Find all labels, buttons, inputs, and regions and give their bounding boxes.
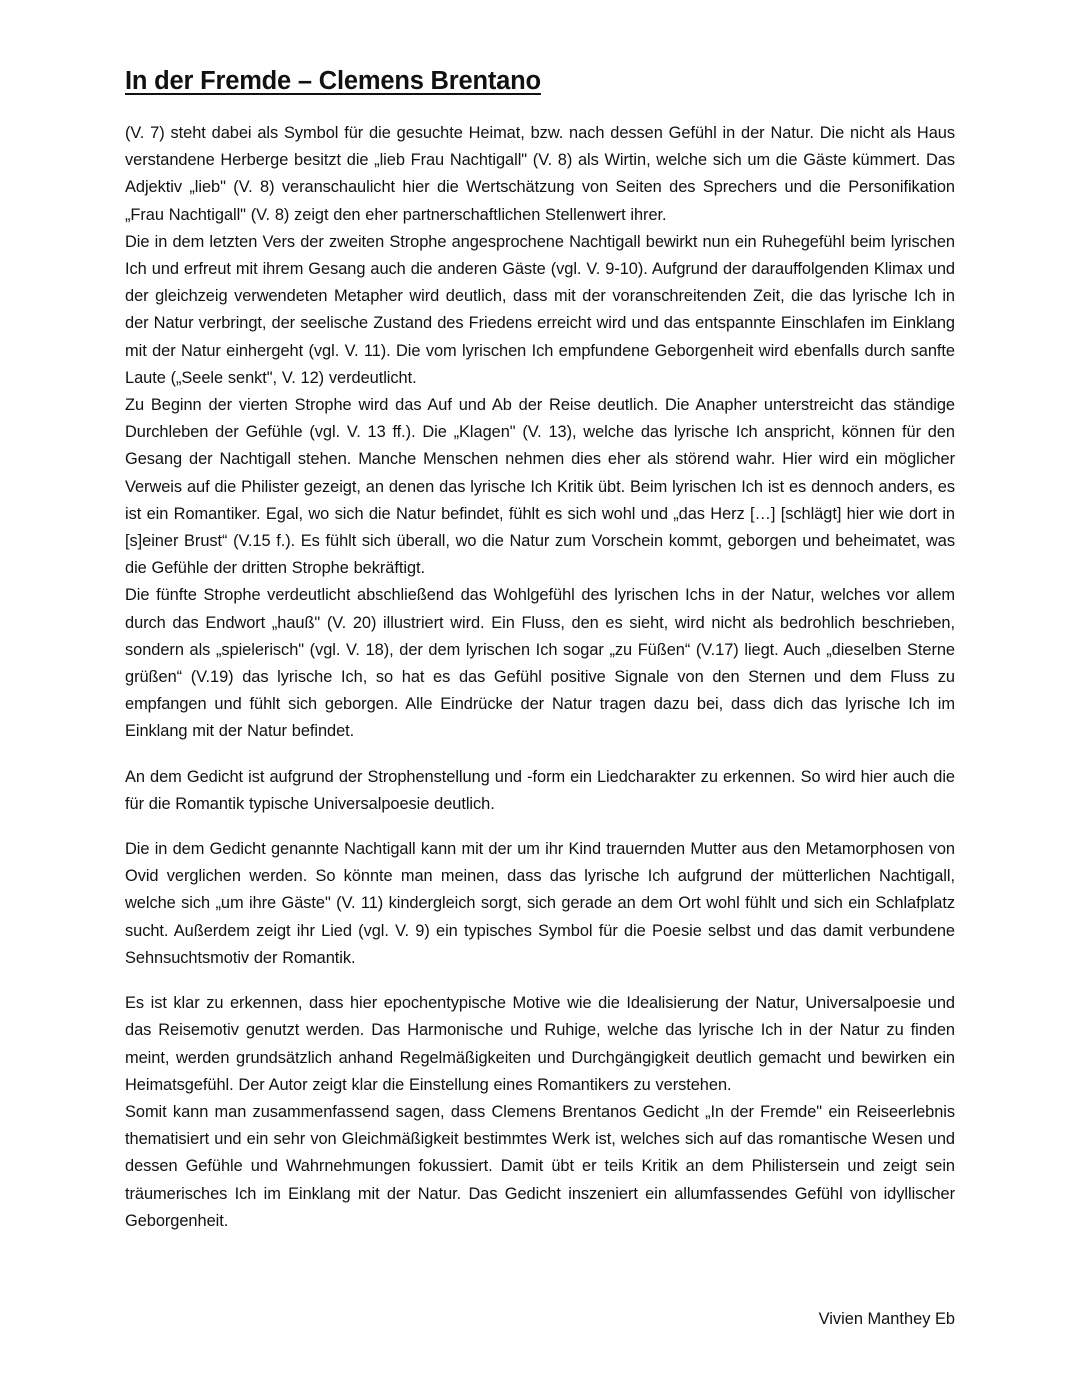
text-block-analysis <box>125 120 955 746</box>
document-title: In der Fremde – Clemens Brentano <box>125 67 541 95</box>
author-signature: Vivien Manthey Eb <box>818 1310 955 1328</box>
paragraph: Die fünfte Strophe verdeutlicht abschließend das Wohlgefühl des lyrischen Ichs in der Natur, welches vor allem durch das Endwort „hauß" (V. 20) illustriert wird. Ein Fluss, den es sieht, wird nicht als bedrohlich beschrieben, sondern als „spielerisch" (vgl. V. 18), der dem lyrischen Ich sogar „zu Füßen“ (V.17) liegt. Auch „dieselben Sterne grüßen“ (V.19) das lyrische Ich, so hat es das Gefühl positive Signale von den Sternen und dem Fluss zu empfangen und fühlt sich geborgen. Alle Eindrücke der Natur tragen dazu bei, dass dich das lyrische Ich im Einklang mit der Natur befindet. <box>125 586 955 741</box>
paragraph: Somit kann man zusammenfassend sagen, dass Clemens Brentanos Gedicht „In der Fremde" ein Reiseerlebnis thematisiert und ein sehr von Gleichmäßigkeit bestimmtes Werk ist, welches sich auf das romantische Wesen und dessen Gefühle und Wahrnehmungen fokussiert. Damit übt er teils Kritik an dem Philistersein und zeigt sein träumerisches Ich im Einklang mit der Natur. Das Gedicht inszeniert ein allumfassendes Gefühl von idyllischer Geborgenheit. <box>125 1102 955 1230</box>
paragraph: An dem Gedicht ist aufgrund der Strophenstellung und -form ein Liedcharakter zu erkennen. So wird hier auch die für die Romantik typische Universalpoesie deutlich. <box>125 767 955 813</box>
paragraph: Zu Beginn der vierten Strophe wird das Auf und Ab der Reise deutlich. Die Anapher unterstreicht das ständige Durchleben der Gefühle (vgl. V. 13 ff.). Die „Klagen" (V. 13), welche das lyrische Ich anspricht, können für den Gesang der Nachtigall stehen. Manche Menschen nehmen dies eher als störend wahr. Hier wird ein möglicher Verweis auf die Philister gezeigt, an denen das lyrische Ich Kritik übt. Beim lyrischen Ich ist es dennoch anders, es ist ein Romantiker. Egal, wo sich die Natur befindet, fühlt es sich wohl und „das Herz […] [schlägt] hier wie dort in [s]einer Brust“ (V.15 f.). Es fühlt sich überall, wo die Natur zum Vorschein kommt, geborgen und beheimatet, was die Gefühle der dritten Strophe bekräftigt. <box>125 396 955 578</box>
text-block-form <box>125 764 955 818</box>
text-block-conclusion <box>125 990 955 1235</box>
text-block-comparison <box>125 836 955 972</box>
paragraph: Die in dem Gedicht genannte Nachtigall kann mit der um ihr Kind trauernden Mutter aus den Metamorphosen von Ovid verglichen werden. So könnte man meinen, dass das lyrische Ich aufgrund der mütterlichen Nachtigall, welche sich „um ihre Gäste" (V. 11) kindergleich sorgt, sich gerade an dem Ort wohl fühlt und sich ein Schlafplatz sucht. Außerdem zeigt ihr Lied (vgl. V. 9) ein typisches Symbol für die Poesie selbst und das damit verbundene Sehnsuchtsmotiv der Romantik. <box>125 840 955 967</box>
paragraph: (V. 7) steht dabei als Symbol für die gesuchte Heimat, bzw. nach dessen Gefühl in der Natur. Die nicht als Haus verstandene Herberge besitzt die „lieb Frau Nachtigall" (V. 8) als Wirtin, welche sich um die Gäste kümmert. Das Adjektiv „lieb" (V. 8) veranschaulicht hier die Wertschätzung von Seiten des Sprechers und die Personifikation „Frau Nachtigall" (V. 8) zeigt den eher partnerschaftlichen Stellenwert ihrer. <box>125 124 955 224</box>
document-page <box>125 64 955 1235</box>
paragraph: Es ist klar zu erkennen, dass hier epochentypische Motive wie die Idealisierung der Natur, Universalpoesie und das Reisemotiv genutzt werden. Das Harmonische und Ruhige, welche das lyrische Ich in der Natur zu finden meint, werden grundsätzlich anhand Regelmäßigkeiten und Durchgängigkeit deutlich gemacht und bewirken ein Heimatsgefühl. Der Autor zeigt klar die Einstellung eines Romantikers zu verstehen. <box>125 994 955 1094</box>
paragraph: Die in dem letzten Vers der zweiten Strophe angesprochene Nachtigall bewirkt nun ein Ruhegefühl beim lyrischen Ich und erfreut mit ihrem Gesang auch die anderen Gäste (vgl. V. 9-10). Aufgrund der darauffolgenden Klimax und der gleichzeig verwendeten Metapher wird deutlich, dass mit der voranschreitenden Zeit, die das lyrische Ich in der Natur verbringt, der seelische Zustand des Friedens erreicht wird und das entspannte Einschlafen im Einklang mit der Natur einhergeht (vgl. V. 11). Die vom lyrischen Ich empfundene Geborgenheit wird ebenfalls durch sanfte Laute („Seele senkt", V. 12) verdeutlicht. <box>125 232 955 387</box>
